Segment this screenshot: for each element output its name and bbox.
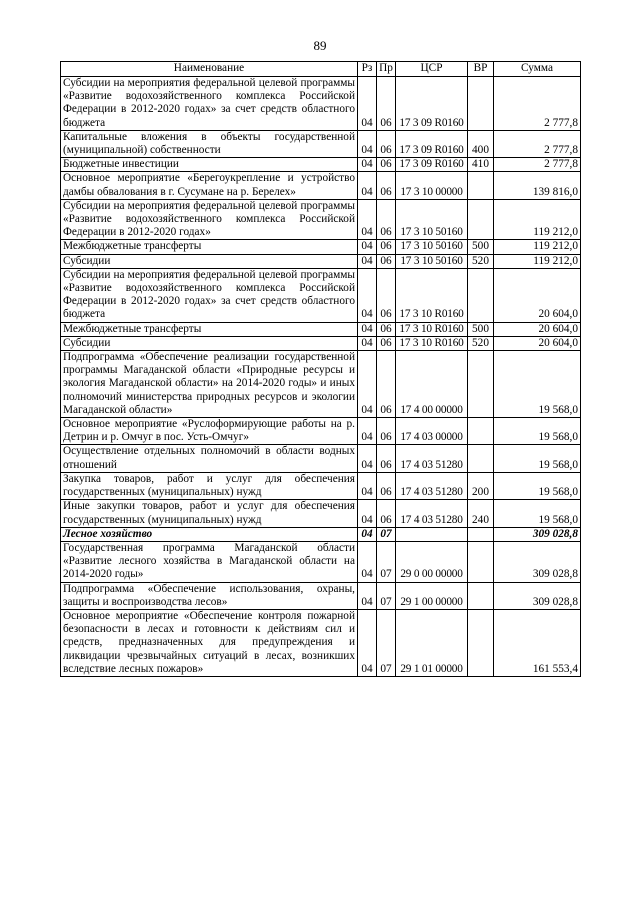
cell-name: Субсидии	[61, 336, 358, 350]
cell-vr: 240	[468, 500, 494, 527]
cell-csr: 17 4 03 00000	[396, 418, 468, 445]
cell-sum: 20 604,0	[494, 268, 581, 322]
cell-name: Основное мероприятие «Обеспечение контроля пожарной безопасности в лесах и готовности к действиям сил и средств, предназначенных для предупреждения и ликвидации чрезвычайных ситуаций в лесах, возникших вследствие лесных пожаров»	[61, 609, 358, 676]
cell-csr: 17 3 09 R0160	[396, 158, 468, 172]
cell-csr: 17 3 10 R0160	[396, 322, 468, 336]
cell-sum: 2 777,8	[494, 77, 581, 131]
cell-rz: 04	[358, 500, 377, 527]
cell-csr: 29 1 00 00000	[396, 582, 468, 609]
cell-name: Основное мероприятие «Берегоукрепление и устройство дамбы обвалования в г. Сусумане на р. Берелех»	[61, 172, 358, 199]
cell-name: Подпрограмма «Обеспечение реализации государственной программы Магаданской области «Природные ресурсы и экология Магаданской области» на 2014-2020 годы» и иных полномочий министерства природных ресурсов и экологии Магаданской области»	[61, 351, 358, 418]
cell-vr: 410	[468, 158, 494, 172]
cell-rz: 04	[358, 158, 377, 172]
cell-rz: 04	[358, 351, 377, 418]
table-row	[61, 418, 581, 445]
cell-vr: 500	[468, 240, 494, 254]
table-row	[61, 527, 581, 541]
cell-csr: 17 4 03 51280	[396, 445, 468, 472]
cell-name: Государственная программа Магаданской области «Развитие лесного хозяйства в Магаданской области на 2014-2020 годы»	[61, 541, 358, 582]
cell-rz: 04	[358, 445, 377, 472]
cell-csr: 17 3 09 R0160	[396, 130, 468, 157]
cell-vr	[468, 77, 494, 131]
cell-name: Субсидии	[61, 254, 358, 268]
cell-vr	[468, 199, 494, 240]
cell-pr: 06	[377, 199, 396, 240]
cell-csr: 17 4 03 51280	[396, 500, 468, 527]
cell-sum: 19 568,0	[494, 500, 581, 527]
cell-rz: 04	[358, 130, 377, 157]
cell-rz: 04	[358, 336, 377, 350]
header-sum: Сумма	[494, 62, 581, 77]
cell-pr: 06	[377, 351, 396, 418]
table-row	[61, 240, 581, 254]
cell-rz: 04	[358, 527, 377, 541]
cell-rz: 04	[358, 254, 377, 268]
cell-pr: 07	[377, 527, 396, 541]
table-row	[61, 172, 581, 199]
cell-rz: 04	[358, 268, 377, 322]
header-pr: Пр	[377, 62, 396, 77]
cell-csr: 17 4 03 51280	[396, 472, 468, 499]
cell-sum: 2 777,8	[494, 130, 581, 157]
cell-sum: 119 212,0	[494, 240, 581, 254]
cell-csr: 17 3 10 R0160	[396, 268, 468, 322]
table-row	[61, 268, 581, 322]
cell-name: Закупка товаров, работ и услуг для обеспечения государственных (муниципальных) нужд	[61, 472, 358, 499]
cell-rz: 04	[358, 240, 377, 254]
cell-sum: 20 604,0	[494, 336, 581, 350]
header-csr: ЦСР	[396, 62, 468, 77]
cell-csr: 17 3 10 00000	[396, 172, 468, 199]
cell-sum: 119 212,0	[494, 254, 581, 268]
cell-csr: 17 3 10 50160	[396, 254, 468, 268]
cell-pr: 06	[377, 268, 396, 322]
cell-vr	[468, 172, 494, 199]
cell-pr: 06	[377, 322, 396, 336]
cell-pr: 06	[377, 445, 396, 472]
cell-name: Субсидии на мероприятия федеральной целевой программы «Развитие водохозяйственного комплекса Российской Федерации в 2012-2020 годах»	[61, 199, 358, 240]
page-number: 89	[313, 38, 327, 53]
cell-csr: 29 1 01 00000	[396, 609, 468, 676]
cell-rz: 04	[358, 472, 377, 499]
cell-csr: 17 4 00 00000	[396, 351, 468, 418]
cell-vr	[468, 541, 494, 582]
cell-rz: 04	[358, 199, 377, 240]
cell-sum: 19 568,0	[494, 472, 581, 499]
cell-name: Осуществление отдельных полномочий в области водных отношений	[61, 445, 358, 472]
cell-csr: 17 3 10 50160	[396, 199, 468, 240]
cell-rz: 04	[358, 541, 377, 582]
cell-name: Подпрограмма «Обеспечение использования, охраны, защиты и воспроизводства лесов»	[61, 582, 358, 609]
cell-vr: 200	[468, 472, 494, 499]
cell-csr	[396, 527, 468, 541]
cell-sum: 161 553,4	[494, 609, 581, 676]
cell-sum: 2 777,8	[494, 158, 581, 172]
cell-name: Субсидии на мероприятия федеральной целевой программы «Развитие водохозяйственного комплекса Российской Федерации в 2012-2020 годах» за счет средств областного бюджета	[61, 268, 358, 322]
cell-pr: 07	[377, 609, 396, 676]
cell-pr: 06	[377, 254, 396, 268]
cell-rz: 04	[358, 322, 377, 336]
cell-pr: 06	[377, 240, 396, 254]
cell-name: Бюджетные инвестиции	[61, 158, 358, 172]
cell-name: Лесное хозяйство	[61, 527, 358, 541]
cell-csr: 17 3 10 R0160	[396, 336, 468, 350]
cell-sum: 119 212,0	[494, 199, 581, 240]
cell-sum: 309 028,8	[494, 527, 581, 541]
header-name: Наименование	[61, 62, 358, 77]
cell-rz: 04	[358, 172, 377, 199]
cell-pr: 06	[377, 500, 396, 527]
cell-sum: 139 816,0	[494, 172, 581, 199]
cell-vr	[468, 351, 494, 418]
table-row	[61, 130, 581, 157]
table-row	[61, 351, 581, 418]
table-row	[61, 336, 581, 350]
cell-vr: 520	[468, 254, 494, 268]
table-row	[61, 445, 581, 472]
table-row	[61, 609, 581, 676]
cell-name: Капитальные вложения в объекты государственной (муниципальной) собственности	[61, 130, 358, 157]
cell-csr: 17 3 10 50160	[396, 240, 468, 254]
cell-rz: 04	[358, 418, 377, 445]
cell-csr: 29 0 00 00000	[396, 541, 468, 582]
table-row	[61, 500, 581, 527]
cell-pr: 06	[377, 336, 396, 350]
table-body	[61, 77, 581, 677]
cell-sum: 19 568,0	[494, 445, 581, 472]
table-row	[61, 77, 581, 131]
cell-sum: 19 568,0	[494, 351, 581, 418]
cell-vr	[468, 609, 494, 676]
table-row	[61, 199, 581, 240]
cell-pr: 06	[377, 418, 396, 445]
cell-rz: 04	[358, 609, 377, 676]
table-row	[61, 254, 581, 268]
table-row	[61, 322, 581, 336]
cell-vr: 520	[468, 336, 494, 350]
table-row	[61, 472, 581, 499]
header-vr: ВР	[468, 62, 494, 77]
cell-vr: 400	[468, 130, 494, 157]
table-row	[61, 158, 581, 172]
cell-name: Иные закупки товаров, работ и услуг для обеспечения государственных (муниципальных) нужд	[61, 500, 358, 527]
cell-vr	[468, 527, 494, 541]
cell-pr: 07	[377, 582, 396, 609]
header-rz: Рз	[358, 62, 377, 77]
cell-pr: 06	[377, 130, 396, 157]
cell-vr	[468, 418, 494, 445]
cell-rz: 04	[358, 582, 377, 609]
cell-pr: 07	[377, 541, 396, 582]
table-header-row	[61, 62, 581, 77]
cell-sum: 309 028,8	[494, 541, 581, 582]
cell-sum: 19 568,0	[494, 418, 581, 445]
cell-sum: 309 028,8	[494, 582, 581, 609]
budget-table	[60, 61, 581, 677]
cell-name: Основное мероприятие «Руслоформирующие работы на р. Детрин и р. Омчуг в пос. Усть-Омчуг»	[61, 418, 358, 445]
cell-vr: 500	[468, 322, 494, 336]
table-row	[61, 582, 581, 609]
cell-vr	[468, 445, 494, 472]
cell-vr	[468, 268, 494, 322]
cell-name: Межбюджетные трансферты	[61, 322, 358, 336]
cell-pr: 06	[377, 77, 396, 131]
table-row	[61, 541, 581, 582]
cell-pr: 06	[377, 472, 396, 499]
cell-sum: 20 604,0	[494, 322, 581, 336]
cell-vr	[468, 582, 494, 609]
cell-csr: 17 3 09 R0160	[396, 77, 468, 131]
cell-name: Межбюджетные трансферты	[61, 240, 358, 254]
cell-pr: 06	[377, 172, 396, 199]
cell-pr: 06	[377, 158, 396, 172]
cell-rz: 04	[358, 77, 377, 131]
cell-name: Субсидии на мероприятия федеральной целевой программы «Развитие водохозяйственного комплекса Российской Федерации в 2012-2020 годах» за счет средств областного бюджета	[61, 77, 358, 131]
